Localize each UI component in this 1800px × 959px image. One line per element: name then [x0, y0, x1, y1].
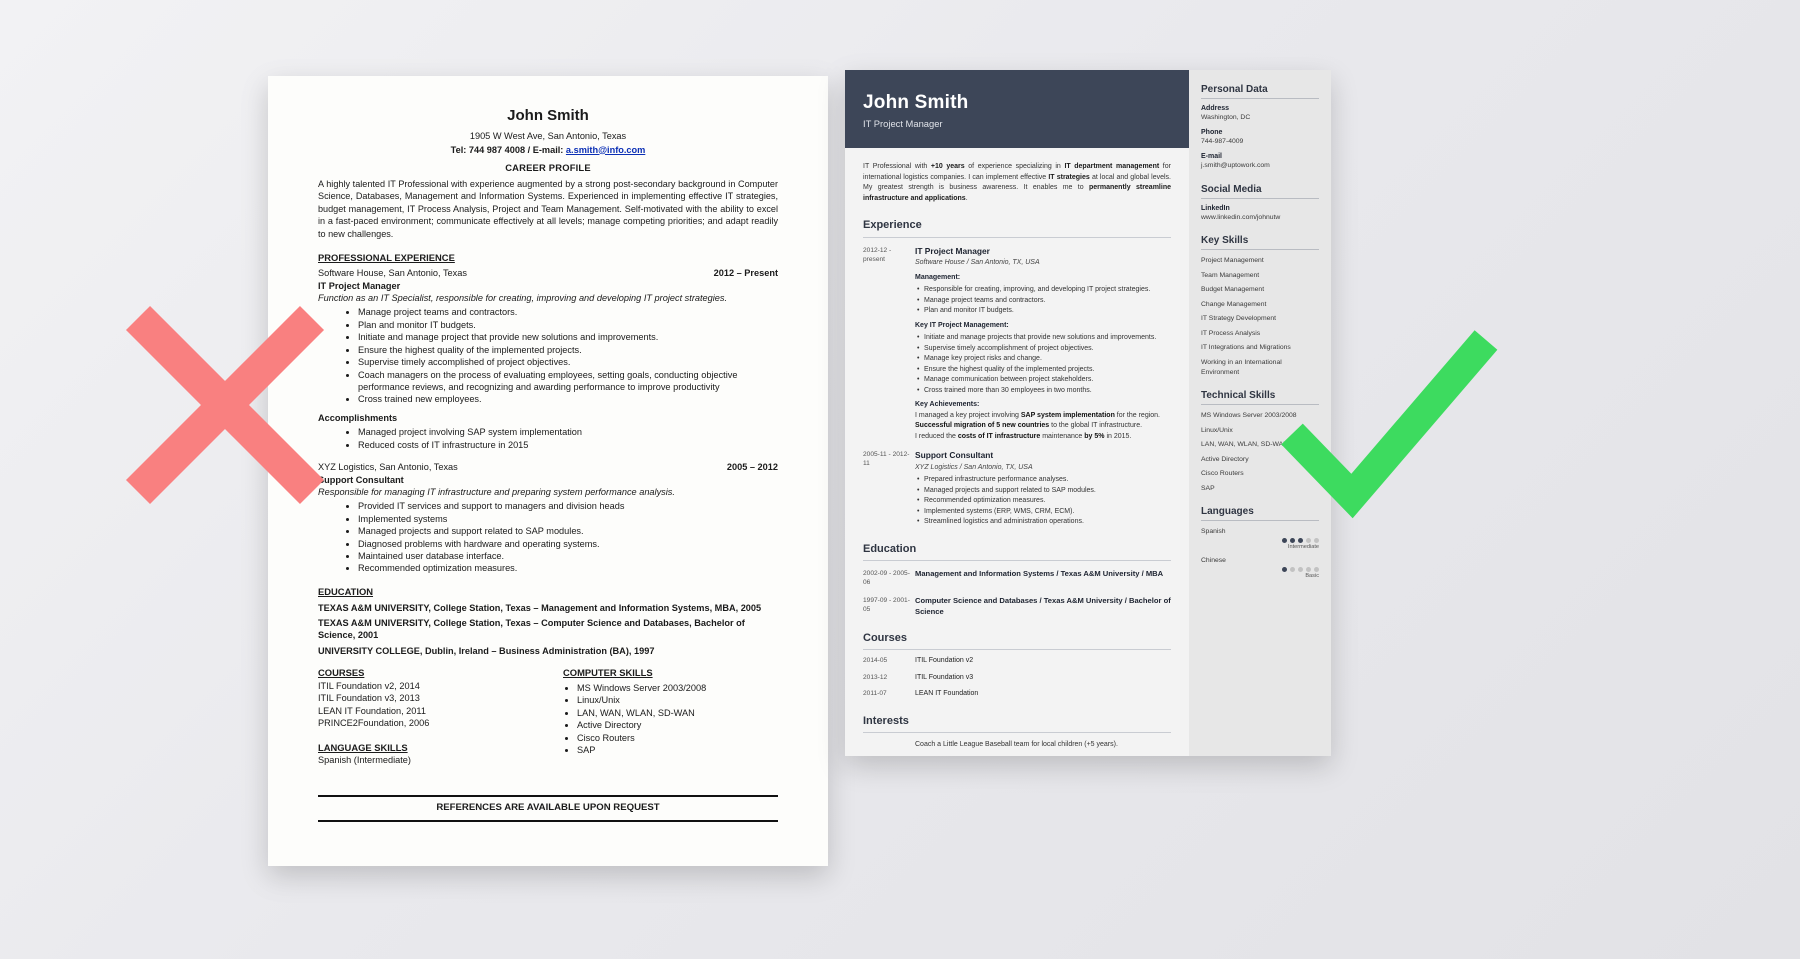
list-item: • SAP — [577, 744, 778, 756]
list-item: • Manage project teams and contractors. — [358, 306, 778, 318]
achievement-line — [915, 411, 1171, 422]
list-item: • Manage communication between project stakeholders. — [924, 375, 1171, 386]
list-item: • Implemented systems — [358, 513, 778, 525]
list-item: • Diagnosed problems with hardware and operating systems. — [358, 538, 778, 550]
course-entry — [863, 673, 1171, 684]
language-level-label: Intermediate — [1287, 544, 1319, 551]
list-item: • Ensure the highest quality of the implemented projects. — [358, 344, 778, 356]
bad-accomplishments-heading: Accomplishments — [318, 412, 398, 423]
sidebar-key-skills-title: Key Skills — [1201, 235, 1319, 250]
sidebar-languages-title: Languages — [1201, 506, 1319, 521]
entry-group-label: Key Achievements: — [915, 401, 980, 409]
key-skill-item: IT Strategy Development — [1201, 315, 1277, 323]
entry-dates: 2013-12 — [863, 673, 888, 681]
sidebar-phone-value: 744-987-4009 — [1201, 137, 1244, 145]
good-resume-main-column — [845, 70, 1189, 756]
entry-bullets — [915, 285, 1171, 317]
level-dot — [1314, 538, 1319, 543]
entry-group-label: Management: — [915, 273, 961, 281]
course-name: ITIL Foundation v3 — [915, 673, 974, 681]
summary-text: +10 years — [930, 163, 965, 170]
summary-text: IT strategies — [1048, 173, 1090, 181]
sidebar-address-label: Address — [1201, 105, 1230, 112]
list-item: • Coach managers on the process of evaluating employees, setting goals, conducting objective performance reviews, and recognizing and awarding performance to improve productivity — [358, 369, 778, 394]
sidebar-email-value[interactable]: j.smith@uptowork.com — [1201, 161, 1270, 169]
list-item: • Managed project involving SAP system implementation — [358, 426, 778, 438]
bad-education-item: TEXAS A&M UNIVERSITY, College Station, Texas – Computer Science and Databases, Bachelor of Science, 2001 — [318, 618, 745, 641]
achievement-text: costs of IT infrastructure — [957, 432, 1041, 440]
course-entry — [863, 689, 1171, 700]
list-item: • Linux/Unix — [577, 694, 778, 706]
level-dot — [1282, 538, 1287, 543]
bad-references-note: REFERENCES ARE AVAILABLE UPON REQUEST — [318, 795, 778, 822]
bad-resume-address: 1905 W West Ave, San Antonio, Texas — [469, 131, 627, 142]
list-item: • Responsible for creating, improving, and developing IT project strategies. — [924, 285, 1171, 296]
achievement-text: I reduced the — [915, 432, 958, 440]
entry-dates: 1997-09 - 2001-05 — [863, 596, 910, 613]
level-dot — [1282, 567, 1287, 572]
bad-courses-heading: COURSES — [318, 667, 365, 679]
entry-dates: 2014-05 — [863, 657, 888, 665]
summary-text: of experience specializing in — [964, 163, 1065, 170]
course-name: LEAN IT Foundation — [915, 690, 979, 698]
level-dot — [1306, 567, 1311, 572]
sidebar-linkedin-label: LinkedIn — [1201, 204, 1230, 212]
language-row — [1201, 557, 1319, 579]
entry-dates: 2002-09 - 2005-06 — [863, 570, 910, 587]
list-item: • Reduced costs of IT infrastructure in 2015 — [358, 439, 778, 451]
entry-title: Support Consultant — [915, 450, 994, 461]
course-entry — [863, 656, 1171, 667]
bad-course-item: ITIL Foundation v2, 2014 — [318, 680, 420, 691]
list-item: • Recommended optimization measures. — [358, 562, 778, 574]
summary-text: . — [965, 194, 968, 202]
education-entry — [863, 595, 1171, 617]
list-item: • Manage project teams and contractors. — [924, 296, 1171, 307]
bad-accomplishments-list — [318, 426, 778, 451]
good-resume-body — [845, 148, 1189, 756]
list-item: • Managed projects and support related to SAP modules. — [358, 525, 778, 537]
good-resume-name: John Smith — [863, 92, 969, 113]
summary-text: IT Professional with — [863, 163, 931, 170]
bad-education-item: UNIVERSITY COLLEGE, Dublin, Ireland – Business Administration (BA), 1997 — [318, 645, 655, 656]
list-item: • Plan and monitor IT budgets. — [358, 319, 778, 331]
bad-courses-column — [318, 667, 533, 766]
bad-experience-heading: PROFESSIONAL EXPERIENCE — [318, 251, 455, 263]
entry-bullets — [915, 475, 1171, 528]
section-experience-title: Experience — [863, 217, 1171, 238]
language-level-dots — [1201, 567, 1319, 572]
level-dot — [1290, 567, 1295, 572]
bad-bottom-columns — [318, 667, 778, 766]
bad-language-text: Spanish (Intermediate) — [318, 755, 411, 766]
entry-dates: 2011-07 — [863, 690, 887, 698]
entry-title: Management and Information Systems / Texas A&M University / MBA — [915, 569, 1164, 579]
language-level-label: Basic — [1305, 573, 1319, 580]
technical-skill-item: SAP — [1201, 484, 1215, 492]
list-item: • Streamlined logistics and administration operations. — [924, 517, 1171, 528]
bad-job1-row — [318, 267, 778, 279]
achievement-text: Successful migration of 5 new countries — [915, 422, 1050, 430]
list-item: • Supervise timely accomplished of project objectives. — [358, 356, 778, 368]
bad-course-item: ITIL Foundation v3, 2013 — [318, 693, 420, 704]
summary-text: permanently streamline infrastructure and applications — [863, 184, 1171, 202]
education-entry — [863, 568, 1171, 587]
sidebar-phone-label: Phone — [1201, 128, 1223, 136]
list-item: • Managed projects and support related to SAP modules. — [924, 486, 1171, 497]
level-dot — [1306, 538, 1311, 543]
achievement-text: for the region. — [1114, 411, 1160, 419]
bad-job2-company: XYZ Logistics, San Antonio, Texas — [318, 462, 458, 473]
achievement-text: I managed a key project involving — [915, 411, 1021, 419]
bad-job1-title: IT Project Manager — [318, 280, 401, 291]
summary-text: for international logistics companies. I can implement effective — [863, 163, 1171, 181]
bad-computer-column — [563, 667, 778, 766]
list-item: • Initiate and manage projects that provide new solutions and improvements. — [924, 333, 1171, 344]
list-item: • Cross trained new employees. — [358, 393, 778, 405]
entry-company: Software House / San Antonio, TX, USA — [915, 259, 1040, 267]
sidebar-personal-data-title: Personal Data — [1201, 84, 1319, 99]
list-item: • LAN, WAN, WLAN, SD-WAN — [577, 707, 778, 719]
technical-skill-item: Cisco Routers — [1201, 470, 1244, 478]
list-item: • Cross trained more than 30 employees in two months. — [924, 386, 1171, 397]
bad-education-heading: EDUCATION — [318, 585, 374, 597]
level-dot — [1298, 567, 1303, 572]
bad-job1-function: Function as an IT Specialist, responsible for creating, improving and developing IT project strategies. — [318, 293, 728, 304]
language-name: Chinese — [1201, 557, 1226, 565]
technical-skill-item: MS Windows Server 2003/2008 — [1201, 412, 1297, 420]
bad-job1-company: Software House, San Antonio, Texas — [318, 268, 467, 279]
bad-computer-list — [563, 682, 778, 757]
key-skill-item: Change Management — [1201, 300, 1267, 308]
achievement-line — [915, 421, 1171, 432]
bad-job2-title: Support Consultant — [318, 474, 404, 485]
level-dot — [1314, 567, 1319, 572]
key-skill-item: Project Management — [1201, 257, 1264, 265]
good-resume-document — [845, 70, 1331, 756]
key-skill-item: IT Process Analysis — [1201, 329, 1261, 337]
good-resume-summary — [863, 162, 1171, 204]
summary-text: IT department management — [1064, 163, 1160, 170]
achievement-text: in 2015. — [1104, 432, 1132, 440]
bad-job2-bullets — [318, 500, 778, 575]
experience-entry — [863, 449, 1171, 528]
language-row — [1201, 528, 1319, 550]
bad-job2-row — [318, 461, 778, 473]
entry-dates: 2012-12 - present — [863, 246, 892, 263]
language-level-dots — [1201, 538, 1319, 543]
technical-skill-item: Linux/Unix — [1201, 426, 1233, 434]
achievement-line — [915, 432, 1171, 443]
bad-job1-bullets — [318, 306, 778, 405]
bad-job2-function: Responsible for managing IT infrastructure and preparing system performance analysis. — [318, 486, 675, 497]
bad-language-heading: LANGUAGE SKILLS — [318, 741, 408, 753]
level-dot — [1298, 538, 1303, 543]
achievement-text: by 5% — [1084, 432, 1105, 440]
language-name: Spanish — [1201, 528, 1226, 536]
interests-text: Coach a Little League Baseball team for local children (+5 years). — [915, 741, 1118, 749]
bad-career-profile-text: A highly talented IT Professional with experience augmented by a strong post-secondary background in Computer Science, Databases, Management and Information Systems. Experienced in implementing effective IT strategies, budget management, IT Process Analysis, Project and Team Management. Self-motivated with the ability to excel in a fast-paced environment; communicate effectively at all levels; manage competing priorities; and adapt readily to new challenges. — [318, 178, 778, 239]
entry-title: Computer Science and Databases / Texas A&M University / Bachelor of Science — [915, 595, 1171, 616]
technical-skill-item: Active Directory — [1201, 455, 1249, 463]
technical-skill-item: LAN, WAN, WLAN, SD-WAN — [1201, 441, 1289, 449]
entry-group-label: Key IT Project Management: — [915, 321, 1009, 329]
bad-job1-dates: 2012 – Present — [713, 268, 778, 279]
bad-education-item: TEXAS A&M UNIVERSITY, College Station, Texas – Management and Information Systems, MBA, 2005 — [318, 602, 762, 613]
section-courses-title: Courses — [863, 630, 1171, 651]
key-skill-item: Working in an International Environment — [1201, 358, 1282, 376]
section-education-title: Education — [863, 541, 1171, 562]
bad-resume-name: John Smith — [507, 107, 589, 124]
bad-computer-heading: COMPUTER SKILLS — [563, 667, 653, 679]
key-skill-item: Budget Management — [1201, 286, 1265, 294]
list-item: • Supervise timely accomplishment of project objectives. — [924, 344, 1171, 355]
good-resume-role: IT Project Manager — [863, 118, 943, 129]
bad-job2-dates: 2005 – 2012 — [726, 462, 778, 473]
list-item: • Maintained user database interface. — [358, 550, 778, 562]
achievement-text: SAP system implementation — [1020, 411, 1115, 419]
list-item: • Plan and monitor IT budgets. — [924, 306, 1171, 317]
list-item: • MS Windows Server 2003/2008 — [577, 682, 778, 694]
bad-resume-tel: Tel: 744 987 4008 / E-mail: — [450, 144, 566, 155]
list-item: • Recommended optimization measures. — [924, 496, 1171, 507]
section-interests-title: Interests — [863, 713, 1171, 734]
achievement-text: maintenance — [1040, 432, 1085, 440]
sidebar-technical-title: Technical Skills — [1201, 390, 1319, 405]
sidebar-social-title: Social Media — [1201, 184, 1319, 199]
bad-resume-contact — [318, 144, 778, 156]
bad-resume-email[interactable]: a.smith@info.com — [565, 144, 646, 155]
entry-content — [915, 245, 1171, 443]
sidebar-email-label: E-mail — [1201, 152, 1223, 160]
list-item: • Active Directory — [577, 719, 778, 731]
good-resume-sidebar — [1189, 70, 1331, 756]
entry-title: IT Project Manager — [915, 245, 990, 256]
list-item: • Manage key project risks and change. — [924, 354, 1171, 365]
level-dot — [1290, 538, 1295, 543]
course-name: ITIL Foundation v2 — [915, 657, 974, 665]
key-skill-item: Team Management — [1201, 271, 1260, 279]
bad-course-item: LEAN IT Foundation, 2011 — [318, 705, 426, 716]
list-item: • Implemented systems (ERP, WMS, CRM, ECM). — [924, 507, 1171, 518]
list-item: • Provided IT services and support to managers and division heads — [358, 500, 778, 512]
list-item: • Ensure the highest quality of the implemented projects. — [924, 365, 1171, 376]
entry-bullets — [915, 333, 1171, 396]
key-skill-item: IT Integrations and Migrations — [1201, 344, 1291, 352]
entry-content — [915, 449, 1171, 528]
sidebar-address-value: Washington, DC — [1201, 114, 1251, 121]
sidebar-linkedin-value[interactable]: www.linkedin.com/johnutw — [1201, 213, 1281, 221]
good-resume-header — [845, 70, 1189, 148]
bad-resume-document — [268, 76, 828, 866]
entry-dates: 2005-11 - 2012-11 — [863, 451, 910, 468]
summary-text: at local and global levels. My greatest strength is business awareness. It enables me to — [863, 173, 1171, 191]
experience-entry — [863, 245, 1171, 443]
bad-career-profile-heading: CAREER PROFILE — [505, 162, 591, 174]
list-item: • Prepared infrastructure performance analyses. — [924, 475, 1171, 486]
list-item: • Initiate and manage project that provide new solutions and improvements. — [358, 331, 778, 343]
bad-course-item: PRINCE2Foundation, 2006 — [318, 718, 430, 729]
achievement-text: to the global IT infrastructure. — [1049, 422, 1143, 430]
entry-company: XYZ Logistics / San Antonio, TX, USA — [915, 463, 1033, 471]
list-item: • Cisco Routers — [577, 732, 778, 744]
